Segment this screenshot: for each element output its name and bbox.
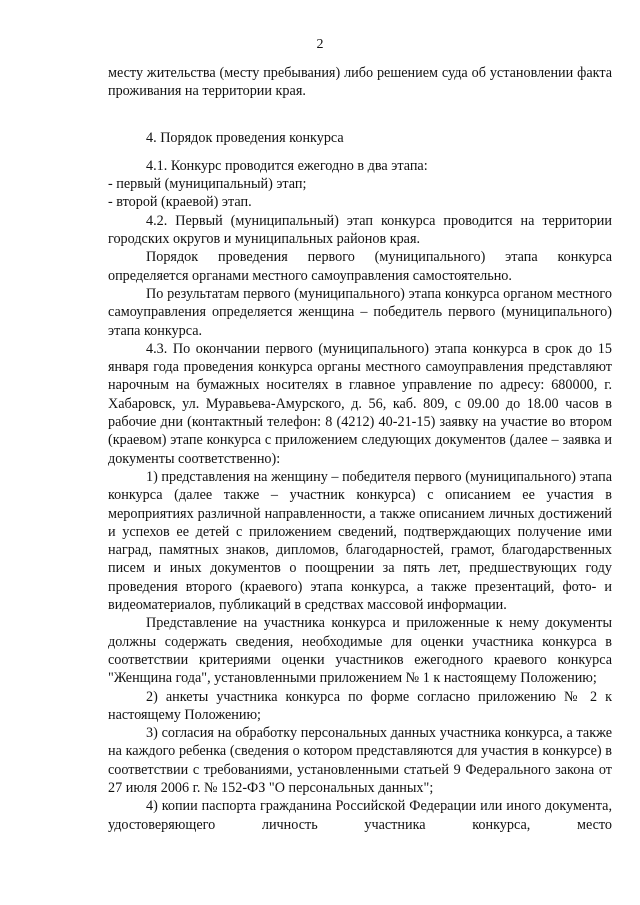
paragraph-4-2: 4.2. Первый (муниципальный) этап конкурса проводится на территории городских округов и муниципальных районов края. bbox=[108, 212, 612, 248]
list-item-stage-2: - второй (краевой) этап. bbox=[108, 194, 252, 211]
document-body bbox=[108, 64, 612, 834]
list-item-document-1: 1) представления на женщину – победителя первого (муниципального) этапа конкурса (далее также – участник конкурса) с описанием ее участия в мероприятиях различной направленности, а также описанием личных достижений и успехов ее детей с приложением сведений, подтверждающих получение ими наград, памятных знаков, дипломов, благодарностей, грамот, благодарственных писем и иных документов о поощрении за пять лет, предшествующих году проведения второго (краевого) этапа конкурса, а также презентаций, фото- и видеоматериалов, публикаций в средствах массовой информации. bbox=[108, 468, 612, 614]
list-item-document-3: 3) согласия на обработку персональных данных участника конкурса, а также на каждого ребенка (сведения о котором представляются для участия в конкурсе) в соответствии с требованиями, установленными статьей 9 Федерального закона от 27 июля 2006 г. № 152-ФЗ "О персональных данных"; bbox=[108, 725, 612, 796]
paragraph-4-1: 4.1. Конкурс проводится ежегодно в два этапа: bbox=[146, 157, 428, 174]
paragraph-representation: Представление на участника конкурса и приложенные к нему документы должны содержать сведения, необходимые для оценки участника конкурса в соответствии критериями оценки участников ежегодного краевого конкурса "Женщина года", установленными приложением № 1 к настоящему Положению; bbox=[108, 615, 612, 687]
paragraph-residence: месту жительства (месту пребывания) либо решением суда об установлении факта проживания на территории края. bbox=[108, 65, 612, 100]
section-heading-4: 4. Порядок проведения конкурса bbox=[146, 129, 344, 146]
list-item-stage-1: - первый (муниципальный) этап; bbox=[108, 176, 307, 193]
paragraph-results: По результатам первого (муниципального) этапа конкурса органом местного самоуправления определяется женщина – победитель первого (муниципального) этапа конкурса. bbox=[108, 285, 612, 339]
page-number: 2 bbox=[316, 37, 324, 52]
paragraph-procedure: Порядок проведения первого (муниципального) этапа конкурса определяется органами местного самоуправления самостоятельно. bbox=[108, 249, 612, 284]
paragraph-4-3: 4.3. По окончании первого (муниципального) этапа конкурса в срок до 15 января года проведения конкурса органы местного самоуправления представляют нарочным на бумажных носителях в главное управление по адресу: 680000, г. Хабаровск, ул. Муравьева-Амурского, д. 56, каб. 809, с 09.00 до 18.00 часов в рабочие дни (контактный телефон: 8 (4212) 40-21-15) заявку на участие во втором (краевом) этапе конкурса с приложением следующих документов (далее – заявка и документы соответственно): bbox=[108, 340, 612, 467]
list-item-document-2: 2) анкеты участника конкурса по форме согласно приложению № 2 к настоящему Положению; bbox=[108, 688, 612, 723]
list-item-document-4: 4) копии паспорта гражданина Российской Федерации или иного документа, удостоверяющего личность участника конкурса, место bbox=[108, 798, 612, 833]
